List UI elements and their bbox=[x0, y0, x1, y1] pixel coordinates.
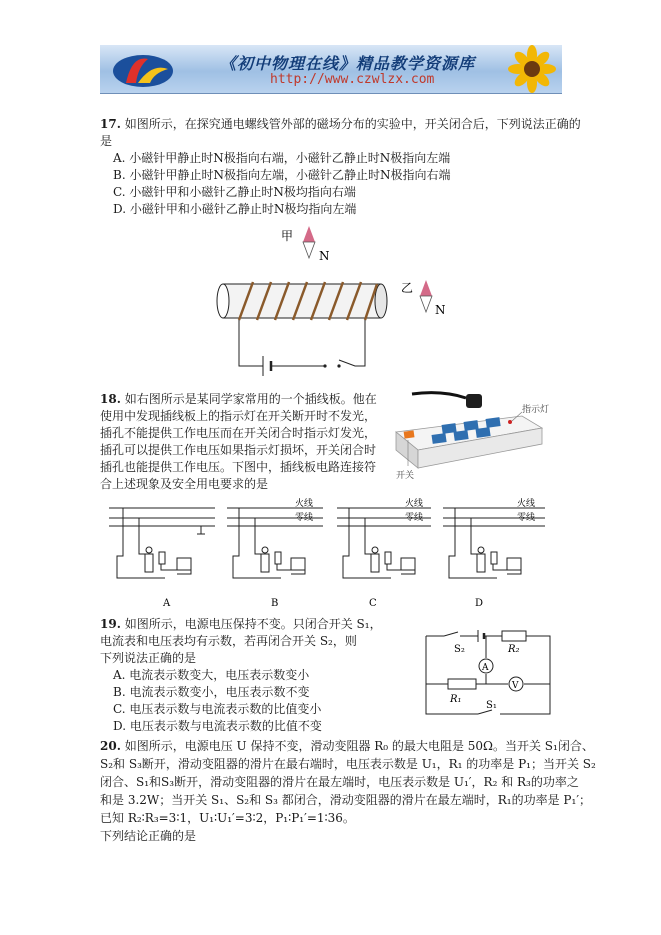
photo-label-indicator: 指示灯 bbox=[522, 405, 550, 415]
q20-number: 20. bbox=[100, 739, 121, 753]
q18-line2: 使用中发现插线板上的指示灯在开关断开时不发光， bbox=[100, 409, 377, 423]
q18-circuit-options bbox=[105, 494, 555, 612]
ammeter-icon: A bbox=[482, 663, 489, 673]
q20-line2: S₂和 S₃断开，滑动变阻器的滑片在最右端时，电压表示数是 U₁，R₁ 的功率是 P₁；当开关 S₂ bbox=[100, 757, 596, 771]
q17-option-a: A. 小磁针甲静止时N极指向右端，小磁针乙静止时N极指向左端 bbox=[113, 151, 451, 165]
q18-line5: 插孔也能提供工作电压。下图中，插线板电路连接符 bbox=[100, 460, 377, 474]
circuit-b bbox=[227, 497, 323, 578]
q20-line4: 和是 3.2W；当开关 S₁、S₂和 S₃ 都闭合，滑动变阻器的滑片在最左端时，R₁的功率是 P₁′； bbox=[100, 793, 592, 807]
q19-line1: 19. 如图所示，电源电压保持不变。只闭合开关 S₁， bbox=[100, 617, 382, 631]
q18-line1: 18. 如右图所示是某同学家常用的一个插线板。他在 bbox=[100, 392, 377, 406]
q19-circuit-figure bbox=[420, 622, 560, 722]
q20-line3: 闭合、S₁和S₃断开，滑动变阻器的滑片在最左端时，电压表示数是 U₁′，R₂ 和 R₃的功率之 bbox=[100, 775, 579, 789]
q20-line5: 已知 R₂∶R₃=3∶1，U₁∶U₁′=3∶2，P₁∶P₁′=1∶36。 bbox=[100, 811, 355, 825]
q18-line3: 插孔不能提供工作电压而在开关闭合时指示灯发光， bbox=[100, 426, 377, 440]
needle-yi-south bbox=[420, 296, 432, 312]
q18-power-strip-photo bbox=[382, 388, 560, 488]
q17-option-d: D. 小磁针甲和小磁针乙静止时N极均指向左端 bbox=[113, 202, 357, 216]
svg-text:零线: 零线 bbox=[517, 513, 536, 523]
switch-button bbox=[404, 430, 415, 438]
circuit-c bbox=[337, 497, 431, 578]
q17-number: 17. bbox=[100, 117, 121, 131]
q20-line1: 20. 如图所示，电源电压 U 保持不变，滑动变阻器 R₀ 的最大电阻是 50Ω。当开关 S₁闭合、 bbox=[100, 739, 594, 753]
svg-text:零线: 零线 bbox=[405, 513, 424, 523]
label-s1: S₁ bbox=[486, 700, 497, 711]
q19-option-a: A. 电流表示数变大，电压表示数变小 bbox=[113, 668, 310, 682]
choice-label-d: D bbox=[475, 598, 484, 609]
q19-option-d: D. 电压表示数与电流表示数的比值不变 bbox=[113, 719, 322, 733]
q19-line3: 下列说法正确的是 bbox=[100, 651, 197, 665]
circuit-d bbox=[443, 497, 545, 578]
indicator-light bbox=[508, 420, 512, 424]
needle-jia-north bbox=[303, 226, 315, 242]
svg-text:火线: 火线 bbox=[295, 499, 314, 509]
q17-label-n-jia: N bbox=[319, 249, 330, 263]
plug-icon bbox=[466, 394, 482, 408]
q17-label-yi: 乙 bbox=[401, 281, 414, 295]
label-s2: S₂ bbox=[454, 644, 465, 655]
photo-label-switch: 开关 bbox=[396, 471, 415, 481]
q19-option-b: B. 电流表示数变小，电压表示数不变 bbox=[113, 685, 310, 699]
sunflower-icon bbox=[492, 45, 562, 93]
q17-option-c: C. 小磁针甲和小磁针乙静止时N极均指向右端 bbox=[113, 185, 356, 199]
q17-label-n-yi: N bbox=[435, 303, 446, 317]
svg-text:火线: 火线 bbox=[517, 499, 536, 509]
q19-option-c: C. 电压表示数与电流表示数的比值变小 bbox=[113, 702, 322, 716]
svg-text:火线: 火线 bbox=[405, 499, 424, 509]
choice-label-a: A bbox=[163, 598, 171, 609]
q17-option-b: B. 小磁针甲静止时N极指向左端，小磁针乙静止时N极指向右端 bbox=[113, 168, 451, 182]
q20-line6: 下列结论正确的是 bbox=[100, 829, 197, 843]
choice-label-b: B bbox=[271, 598, 279, 609]
q17-stem-line1: 17. 如图所示，在探究通电螺线管外部的磁场分布的实验中，开关闭合后，下列说法正确的 bbox=[100, 117, 581, 131]
circuit-a bbox=[109, 508, 215, 578]
q18-number: 18. bbox=[100, 392, 121, 406]
q17-stem-line2: 是 bbox=[100, 134, 113, 148]
header-banner bbox=[100, 45, 562, 94]
q18-line6: 合上述现象及安全用电要求的是 bbox=[100, 477, 269, 491]
label-r1: R₁ bbox=[450, 694, 462, 705]
label-r2: R₂ bbox=[508, 644, 520, 655]
voltmeter-icon: V bbox=[512, 681, 519, 691]
q19-number: 19. bbox=[100, 617, 121, 631]
banner-title: 《初中物理在线》精品教学资源库 bbox=[220, 54, 476, 73]
needle-yi-north bbox=[420, 280, 432, 296]
banner-url: http://www.czwlzx.com bbox=[270, 72, 435, 87]
q17-label-jia: 甲 bbox=[281, 229, 294, 243]
needle-jia-south bbox=[303, 242, 315, 258]
choice-label-c: C bbox=[369, 598, 377, 609]
q18-line4: 插孔可以提供工作电压如果指示灯损坏，开关闭合时 bbox=[100, 443, 377, 457]
svg-text:零线: 零线 bbox=[295, 513, 314, 523]
logo-icon bbox=[108, 49, 178, 89]
q17-solenoid-figure bbox=[205, 222, 465, 382]
q19-line2: 电流表和电压表均有示数，若再闭合开关 S₂，则 bbox=[100, 634, 357, 648]
